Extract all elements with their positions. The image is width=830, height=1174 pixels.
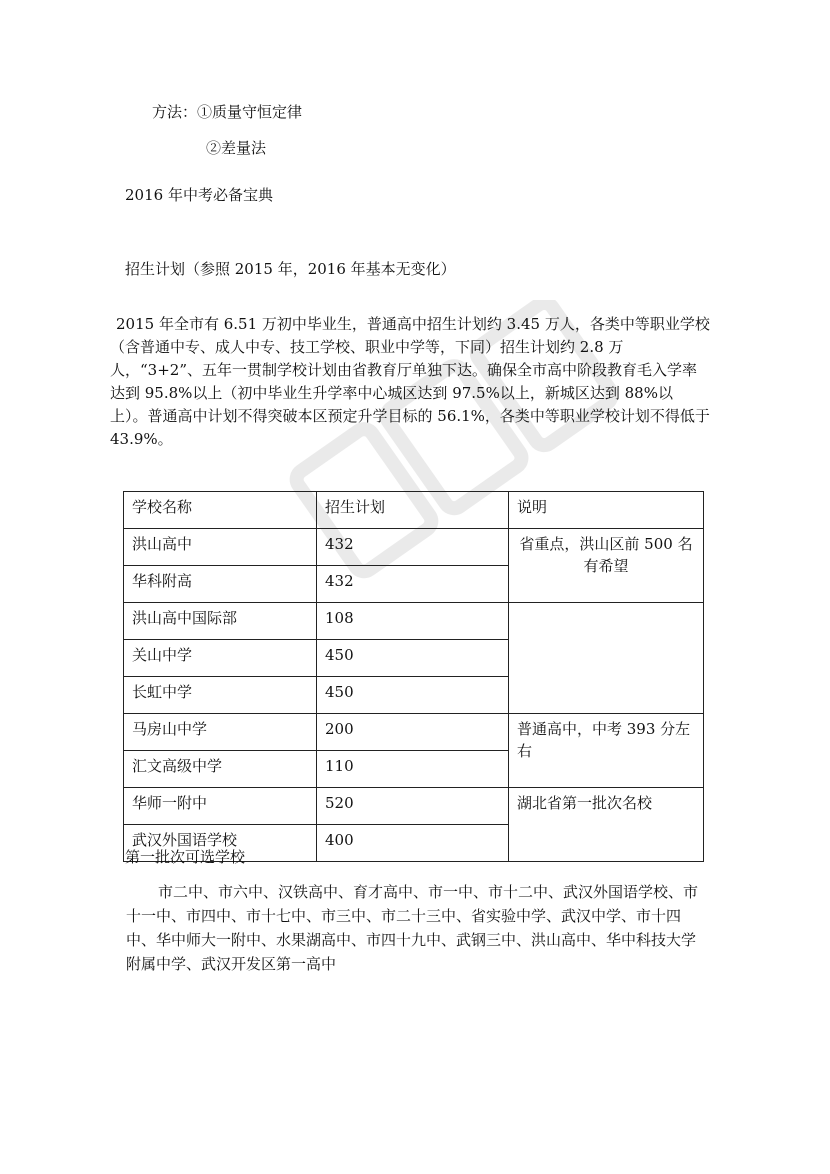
plan-cell: 450 [317,640,509,677]
enrollment-plan-heading: 招生计划（参照 2015 年，2016 年基本无变化） [125,260,456,278]
plan-cell: 400 [317,825,509,862]
method-item-2: ②差量法 [206,139,267,157]
note-cell: 省重点，洪山区前 500 名有希望 [509,529,704,603]
document-title: 2016 年中考必备宝典 [125,186,273,204]
school-name-cell: 洪山高中国际部 [124,603,317,640]
enrollment-table [123,491,704,862]
school-name-cell: 华科附高 [124,566,317,603]
header-school-name: 学校名称 [124,492,317,529]
school-name-cell: 马房山中学 [124,714,317,751]
school-name-cell: 长虹中学 [124,677,317,714]
school-name-cell: 华师一附中 [124,788,317,825]
plan-cell: 432 [317,566,509,603]
table-row [124,603,704,640]
table-row [124,788,704,825]
note-cell: 普通高中，中考 393 分左右 [509,714,704,788]
header-notes: 说明 [509,492,704,529]
plan-cell: 432 [317,529,509,566]
school-name-cell: 洪山高中 [124,529,317,566]
intro-paragraph: 2015 年全市有 6.51 万初中毕业生，普通高中招生计划约 3.45 万人，各类中等职业学校（含普通中专、成人中专、技工学校、职业中学等，下同）招生计划约 2.8 万人，“3+2”、五年一贯制学校计划由省教育厅单独下达。确保全市高中阶段教育毛入学率达到 95.8%以上（初中毕业生升学率中心城区达到 97.5%以上，新城区达到 88%以上）。普通高中计划不得突破本区预定升学目标的 56.1%，各类中等职业学校计划不得低于 43.9%。 [110,315,710,448]
school-name-cell: 汇文高级中学 [124,751,317,788]
method-label: 方法：①质量守恒定律 [152,103,303,121]
first-batch-schools-paragraph: 市二中、市六中、汉铁高中、育才高中、市一中、市十二中、武汉外国语学校、市十一中、市四中、市十七中、市三中、市二十三中、省实验中学、武汉中学、市十四中、华中师大一附中、水果湖高中、市四十九中、武钢三中、洪山高中、华中科技大学附属中学、武汉开发区第一高中 [126,883,699,973]
plan-cell: 450 [317,677,509,714]
plan-cell: 108 [317,603,509,640]
plan-cell: 520 [317,788,509,825]
note-cell [509,603,704,714]
note-cell: 湖北省第一批次名校 [509,788,704,862]
plan-cell: 110 [317,751,509,788]
first-batch-label: 第一批次可选学校 [125,848,246,866]
header-enrollment-plan: 招生计划 [317,492,509,529]
school-name-cell: 武汉外国语学校 [124,825,317,862]
school-name-cell: 关山中学 [124,640,317,677]
table-row [124,714,704,751]
table-header-row [124,492,704,529]
table-row [124,529,704,566]
plan-cell: 200 [317,714,509,751]
